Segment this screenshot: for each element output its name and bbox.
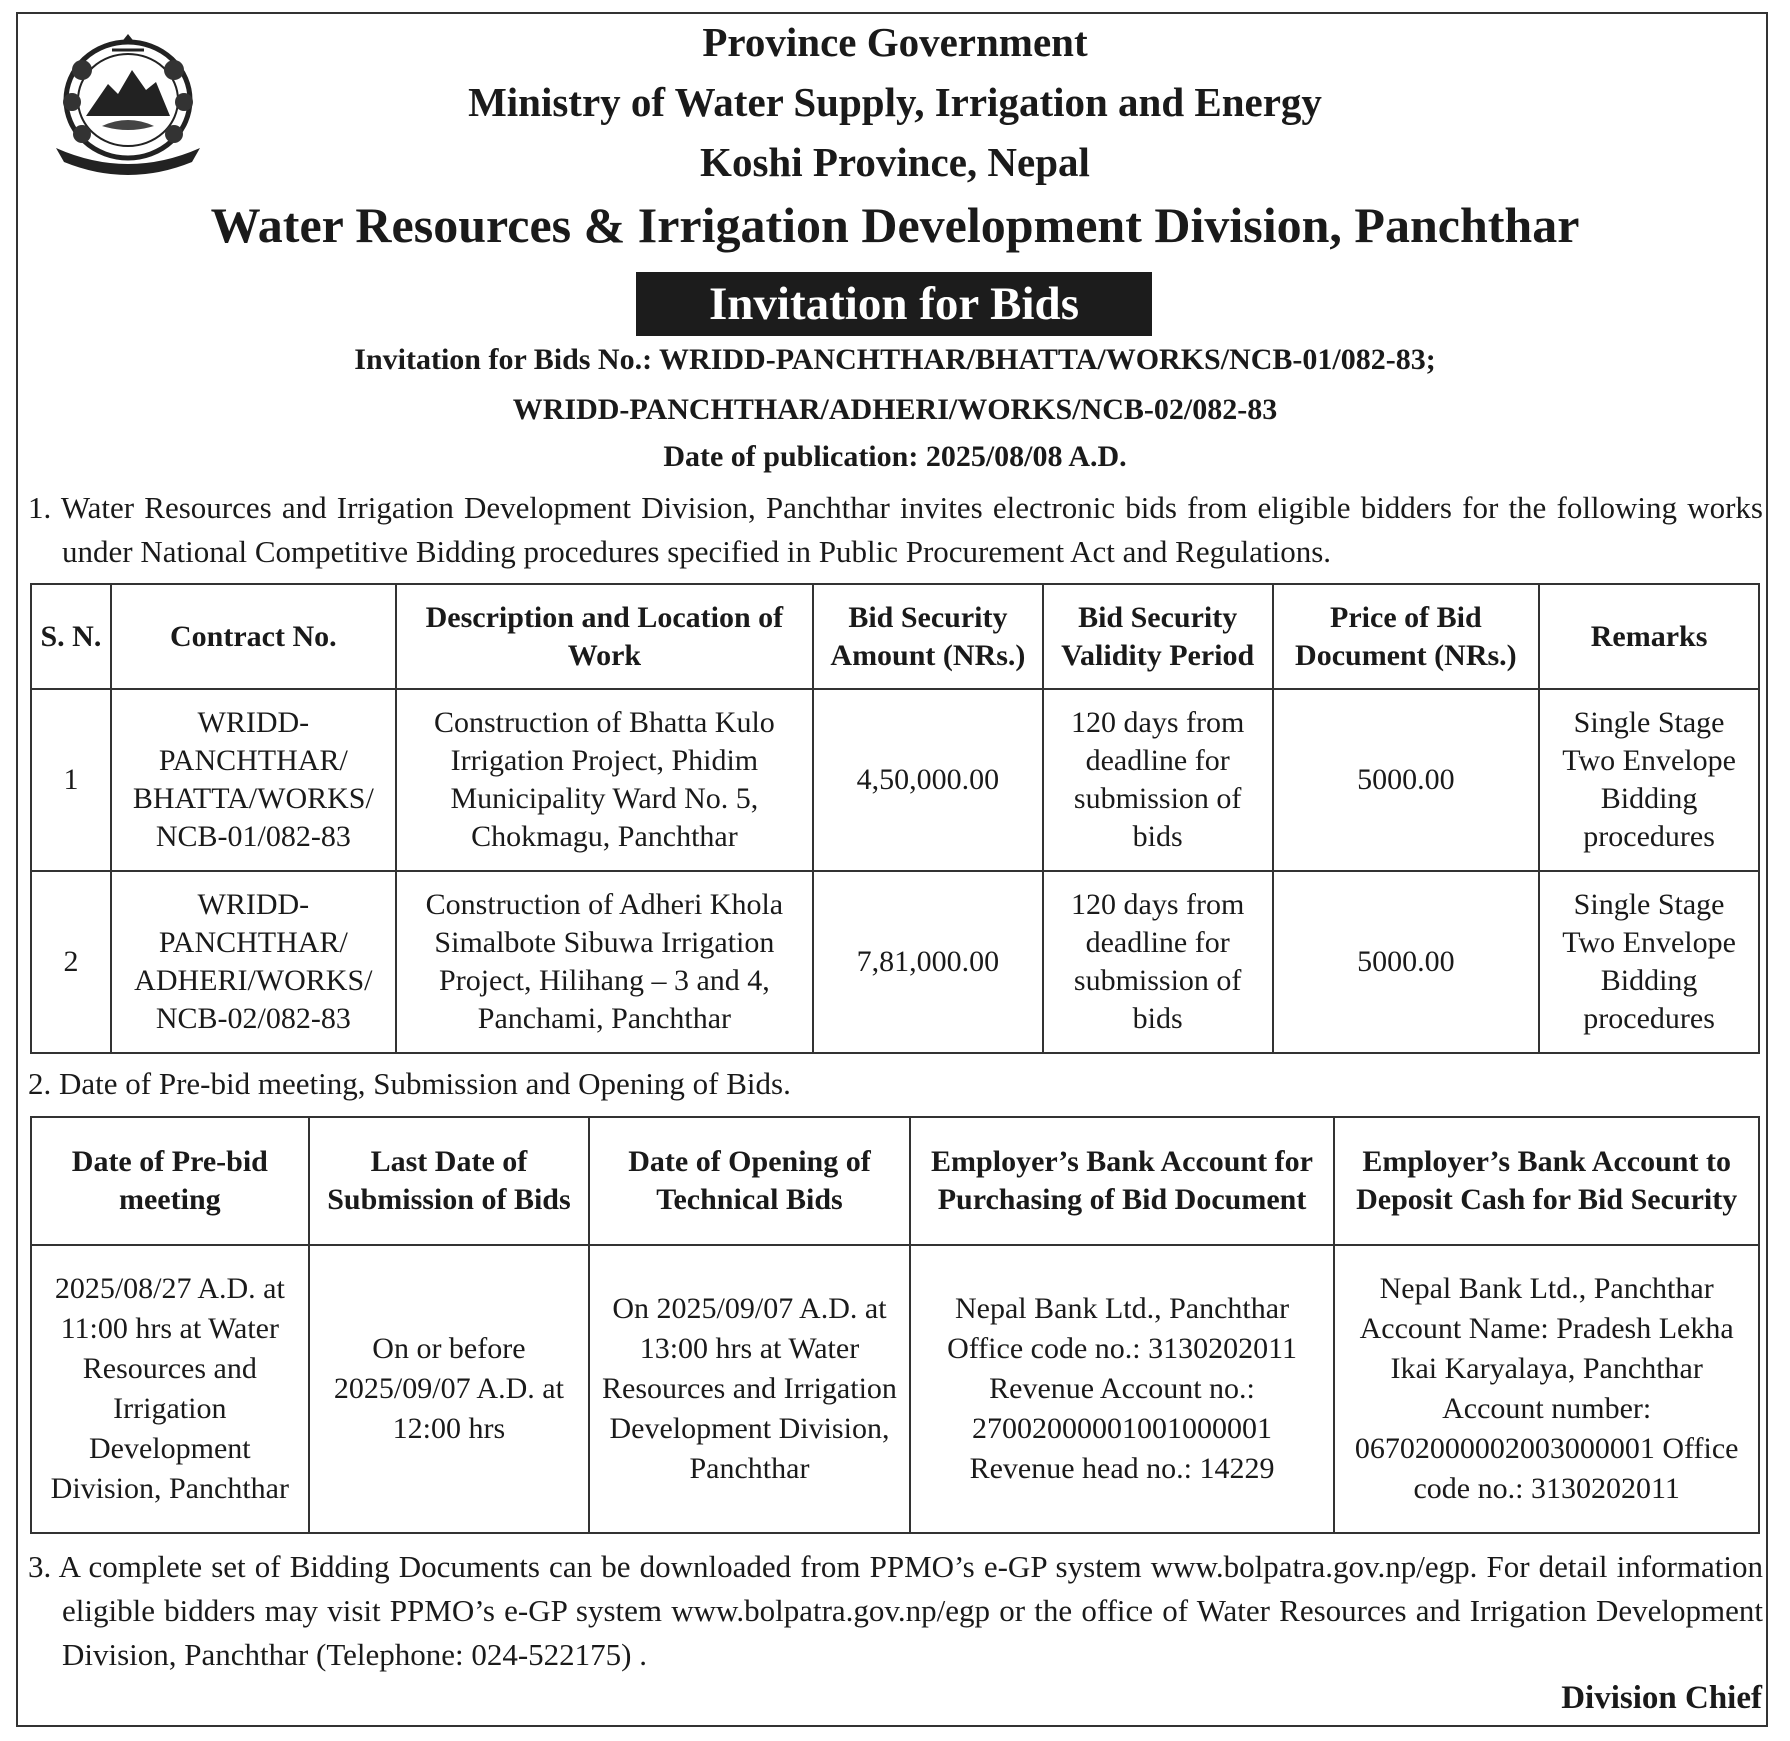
cell-bank-account-security: Nepal Bank Ltd., Panchthar Account Name: Pradesh Lekha Ikai Karyalaya, Panchthar Account number: 06702000002003000001 Office code no.: 3130202011	[1334, 1245, 1759, 1533]
cell-bid-security: 7,81,000.00	[813, 871, 1043, 1053]
ministry-heading: Ministry of Water Supply, Irrigation and Energy	[468, 79, 1322, 125]
header-validity-period: Bid Security Validity Period	[1043, 584, 1273, 689]
cell-description: Construction of Bhatta Kulo Irrigation Project, Phidim Municipality Ward No. 5, Chokmagu, Panchthar	[396, 689, 813, 871]
cell-sn: 1	[31, 689, 111, 871]
publication-date: Date of publication: 2025/08/08 A.D.	[663, 440, 1127, 473]
division-heading: Water Resources & Irrigation Development Division, Panchthar	[210, 197, 1580, 253]
header-description: Description and Location of Work	[396, 584, 813, 689]
invitation-banner: Invitation for Bids	[636, 272, 1152, 336]
cell-remarks: Single Stage Two Envelope Bidding procedures	[1539, 689, 1759, 871]
cell-validity: 120 days from deadline for submission of bids	[1043, 871, 1273, 1053]
cell-price: 5000.00	[1273, 871, 1540, 1053]
cell-bank-account-document: Nepal Bank Ltd., Panchthar Office code no.: 3130202011 Revenue Account no.: 27002000001001000001 Revenue head no.: 14229	[910, 1245, 1335, 1533]
ifb-number-line-1: Invitation for Bids No.: WRIDD-PANCHTHAR/BHATTA/WORKS/NCB-01/082-83;	[354, 343, 1436, 376]
header-contract-no: Contract No.	[111, 584, 396, 689]
cell-description: Construction of Adheri Khola Simalbote Sibuwa Irrigation Project, Hilihang – 3 and 4, Panchami, Panchthar	[396, 871, 813, 1053]
header-sn: S. N.	[31, 584, 111, 689]
cell-opening-date: On 2025/09/07 A.D. at 13:00 hrs at Water Resources and Irrigation Development Division, Panchthar	[589, 1245, 910, 1533]
province-government-heading: Province Government	[702, 19, 1088, 65]
cell-bid-security: 4,50,000.00	[813, 689, 1043, 871]
cell-price: 5000.00	[1273, 689, 1540, 871]
cell-prebid-date: 2025/08/27 A.D. at 11:00 hrs at Water Resources and Irrigation Development Division, Panchthar	[31, 1245, 309, 1533]
cell-last-submission: On or before 2025/09/07 A.D. at 12:00 hrs	[309, 1245, 590, 1533]
province-heading: Koshi Province, Nepal	[700, 139, 1090, 185]
cell-contract-no: WRIDD-PANCHTHAR/ BHATTA/WORKS/ NCB-01/082-83	[111, 689, 396, 871]
signature-title: Division Chief	[1561, 1680, 1762, 1716]
header-price-bid-document: Price of Bid Document (NRs.)	[1273, 584, 1540, 689]
table-row	[31, 689, 1759, 871]
cell-sn: 2	[31, 871, 111, 1053]
header-last-submission: Last Date of Submission of Bids	[309, 1117, 590, 1245]
header-prebid-date: Date of Pre-bid meeting	[31, 1117, 309, 1245]
schedule-table-header	[31, 1117, 1759, 1245]
paragraph-1: 1. Water Resources and Irrigation Development Division, Panchthar invites electronic bids from eligible bidders for the following works under National Competitive Bidding procedures specified in Public Procurement Act and Regulations.	[28, 490, 1763, 569]
works-table-header	[31, 584, 1759, 689]
schedule-table	[30, 1116, 1760, 1534]
paragraph-3: 3. A complete set of Bidding Documents can be downloaded from PPMO’s e-GP system www.bolpatra.gov.np/egp. For detail information eligible bidders may visit PPMO’s e-GP system www.bolpatra.gov.np/egp or the office of Water Resources and Irrigation Development Division, Panchthar (Telephone: 024-522175) .	[28, 1549, 1763, 1672]
table-row	[31, 871, 1759, 1053]
table-row	[31, 1245, 1759, 1533]
ifb-number-line-2: WRIDD-PANCHTHAR/ADHERI/WORKS/NCB-02/082-83	[512, 393, 1278, 426]
cell-contract-no: WRIDD-PANCHTHAR/ ADHERI/WORKS/ NCB-02/082-83	[111, 871, 396, 1053]
works-table	[30, 583, 1760, 1054]
cell-validity: 120 days from deadline for submission of bids	[1043, 689, 1273, 871]
header-bid-security-amount: Bid Security Amount (NRs.)	[813, 584, 1043, 689]
header-bank-account-document: Employer’s Bank Account for Purchasing of Bid Document	[910, 1117, 1335, 1245]
header-remarks: Remarks	[1539, 584, 1759, 689]
header-bank-account-security: Employer’s Bank Account to Deposit Cash for Bid Security	[1334, 1117, 1759, 1245]
header-opening-date: Date of Opening of Technical Bids	[589, 1117, 910, 1245]
paragraph-2: 2. Date of Pre-bid meeting, Submission and Opening of Bids.	[28, 1066, 791, 1101]
cell-remarks: Single Stage Two Envelope Bidding procedures	[1539, 871, 1759, 1053]
